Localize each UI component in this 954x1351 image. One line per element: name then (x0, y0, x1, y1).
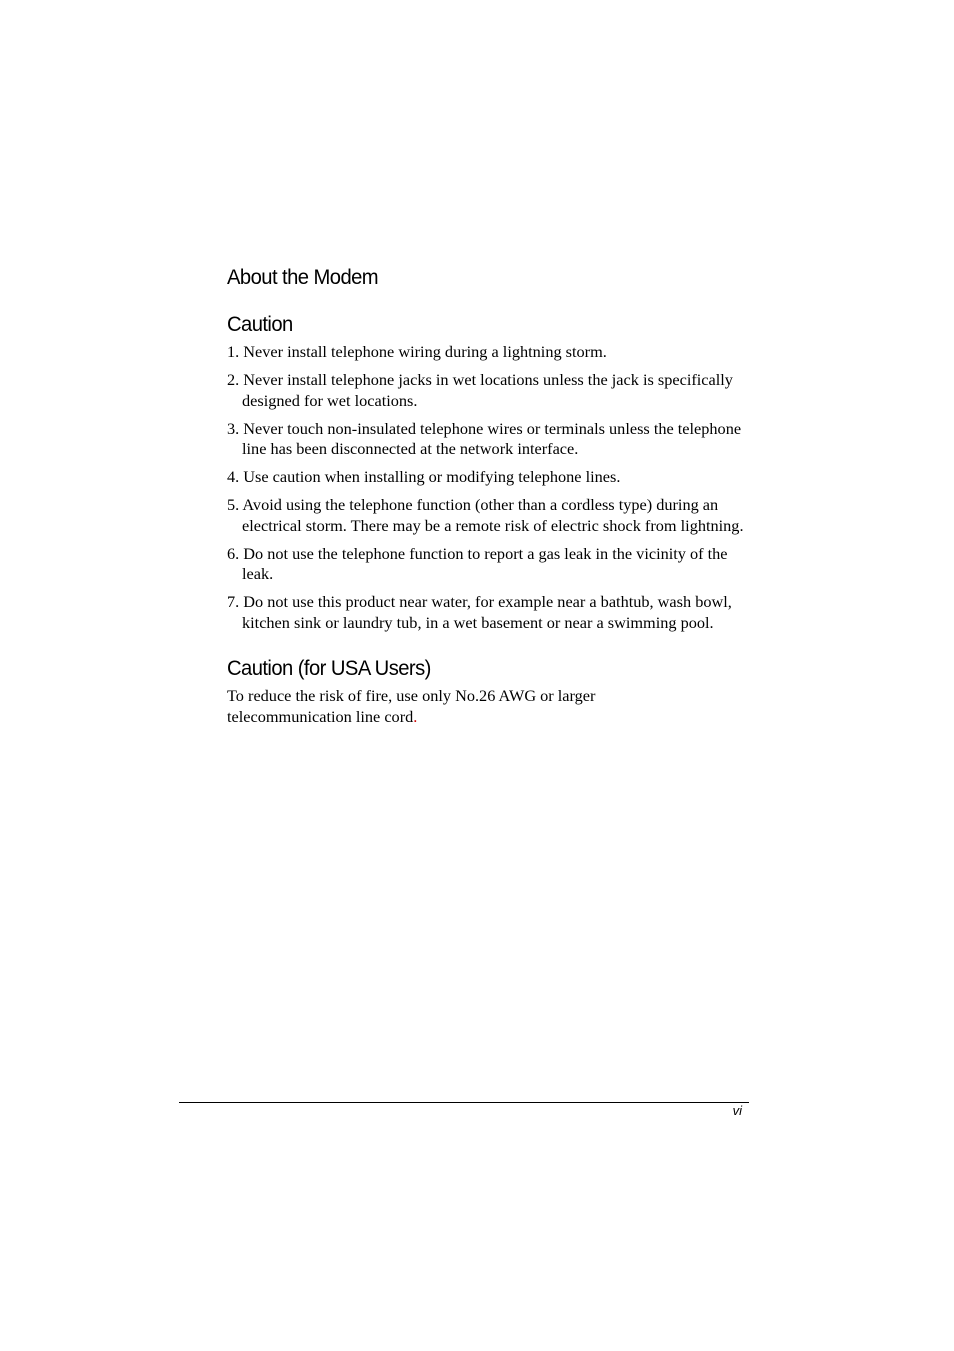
caution-item-4: 4. Use caution when installing or modifying telephone lines. (227, 467, 621, 486)
page-content (227, 262, 749, 727)
usa-caution-paragraph (227, 686, 657, 727)
page-number: vi (732, 1103, 742, 1118)
usa-caution-text: To reduce the risk of fire, use only No.26 AWG or larger telecommunication line cord (227, 686, 596, 726)
caution-list (227, 342, 749, 633)
section-heading-caution: Caution (227, 312, 293, 336)
caution-item-5: 5. Avoid using the telephone function (other than a cordless type) during an electrical storm. There may be a remote risk of electric shock from lightning. (227, 495, 744, 535)
caution-item-7: 7. Do not use this product near water, for example near a bathtub, wash bowl, kitchen sink or laundry tub, in a wet basement or near a swimming pool. (227, 592, 732, 632)
section-heading-caution-usa: Caution (for USA Users) (227, 656, 431, 680)
caution-item-3: 3. Never touch non-insulated telephone wires or terminals unless the telephone line has been disconnected at the network interface. (227, 418, 742, 458)
caution-item-6: 6. Do not use the telephone function to report a gas leak in the vicinity of the leak. (227, 543, 728, 583)
section-heading-about-modem: About the Modem (227, 265, 379, 289)
usa-caution-period: . (413, 706, 418, 726)
caution-item-2: 2. Never install telephone jacks in wet locations unless the jack is specifically designed for wet locations. (227, 370, 733, 410)
caution-item-1: 1. Never install telephone wiring during a lightning storm. (227, 342, 607, 361)
footer-rule (179, 1102, 749, 1103)
